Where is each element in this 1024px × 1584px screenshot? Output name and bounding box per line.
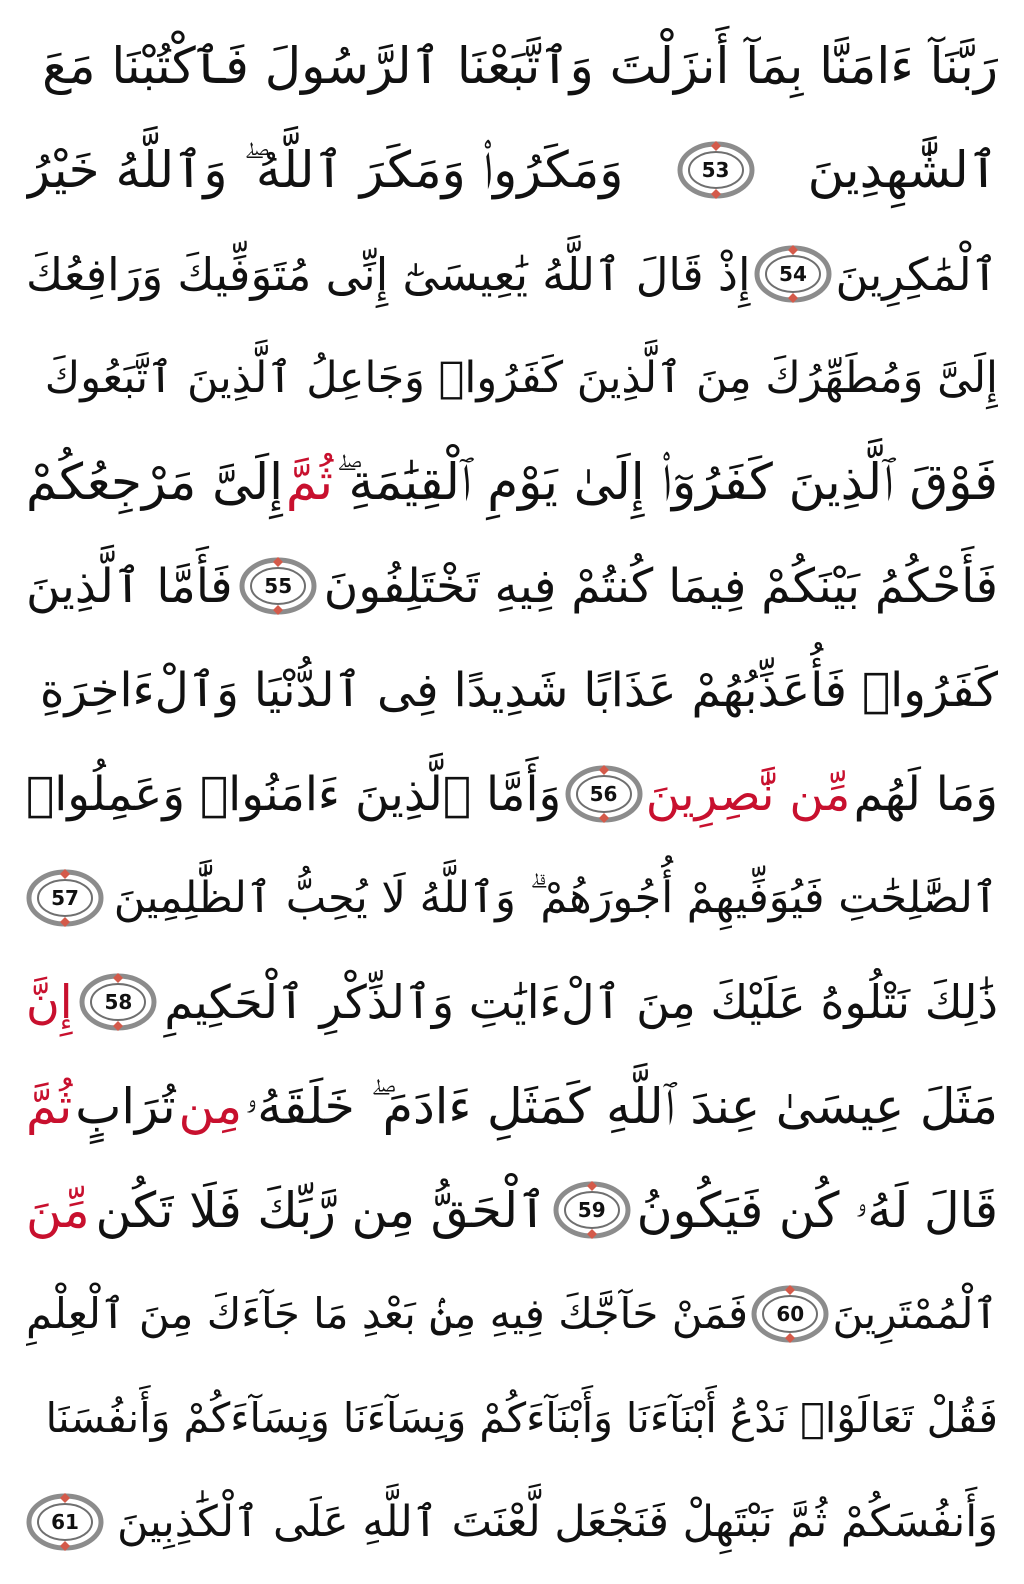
verse-line xyxy=(26,430,998,534)
verse-text: فَمَنْ حَآجَّكَ فِيهِ مِنۢ بَعْدِ مَا جَآءَكَ مِنَ ٱلْعِلْمِ xyxy=(26,1289,749,1338)
verse-lines xyxy=(26,14,998,1574)
verse-line xyxy=(26,742,998,846)
verse-text: وَمَا لَهُم xyxy=(853,766,998,822)
verse-line xyxy=(26,118,998,222)
verse-text: رَبَّنَآ ءَامَنَّا بِمَآ أَنزَلْتَ وَٱتَّبَعْنَا ٱلرَّسُولَ فَٱكْتُبْنَا مَعَ xyxy=(42,37,998,95)
verse-line xyxy=(26,1262,998,1366)
verse-text: فَقُلْ تَعَالَوْا۟ نَدْعُ أَبْنَآءَنَا وَأَبْنَآءَكُمْ وَنِسَآءَنَا وَنِسَآءَكُمْ وَأَنفُسَنَا xyxy=(45,1393,998,1442)
ayah-number: 58 xyxy=(104,990,133,1014)
ayah-number-marker xyxy=(677,140,755,200)
verse-line xyxy=(26,846,998,950)
tajweed-highlight-text: مِّنَ xyxy=(26,1181,90,1239)
verse-text: فَوْقَ ٱلَّذِينَ كَفَرُوٓا۟ إِلَىٰ يَوْمِ ٱلْقِيَٰمَةِ ۖ xyxy=(336,453,998,511)
verse-line xyxy=(26,1470,998,1574)
ayah-number-marker xyxy=(751,1284,829,1344)
ayah-number-marker xyxy=(79,972,157,1032)
ayah-number: 57 xyxy=(51,886,79,910)
verse-line xyxy=(26,222,998,326)
ayah-number: 56 xyxy=(589,782,618,806)
verse-line xyxy=(26,1366,998,1470)
verse-text: ذَٰلِكَ نَتْلُوهُ عَلَيْكَ مِنَ ٱلْءَايَٰتِ وَٱلذِّكْرِ ٱلْحَكِيمِ xyxy=(164,975,998,1029)
verse-line xyxy=(26,1158,998,1262)
verse-text: كَفَرُوا۟ فَأُعَذِّبُهُمْ عَذَابًا شَدِيدًا فِى ٱلدُّنْيَا وَٱلْءَاخِرَةِ xyxy=(39,662,998,718)
ayah-number: 53 xyxy=(701,158,730,182)
verse-text: إِذْ قَالَ ٱللَّهُ يَٰعِيسَىٰٓ إِنِّى مُتَوَفِّيكَ وَرَافِعُكَ xyxy=(26,247,751,301)
verse-text: ٱلشَّٰهِدِينَ xyxy=(807,141,998,199)
tajweed-highlight-text: إِنَّ xyxy=(26,975,73,1029)
verse-text: ٱلْحَقُّ مِن رَّبِّكَ فَلَا تَكُن xyxy=(95,1181,547,1239)
tajweed-highlight-text: ثُمَّ xyxy=(26,1077,73,1135)
verse-text: تُرَابٍ xyxy=(75,1077,176,1135)
ayah-number-marker xyxy=(239,556,317,616)
ayah-number-marker xyxy=(26,1492,104,1552)
ayah-number-marker xyxy=(754,244,832,304)
verse-line xyxy=(26,1054,998,1158)
verse-text: إِلَىَّ وَمُطَهِّرُكَ مِنَ ٱلَّذِينَ كَفَرُوا۟ وَجَاعِلُ ٱلَّذِينَ ٱتَّبَعُوكَ xyxy=(44,352,998,403)
ayah-number-marker xyxy=(565,764,643,824)
tajweed-highlight-text: مِّن نَّٰصِرِينَ xyxy=(645,766,851,822)
ayah-number: 54 xyxy=(779,262,807,286)
verse-line xyxy=(26,14,998,118)
verse-text: ٱلْمُمْتَرِينَ xyxy=(832,1289,998,1338)
ayah-number: 55 xyxy=(264,574,293,598)
verse-text: وَمَكَرُوا۟ وَمَكَرَ ٱللَّهُ ۖ وَٱللَّهُ خَيْرُ xyxy=(26,141,624,199)
verse-text: مَثَلَ عِيسَىٰ عِندَ ٱللَّهِ كَمَثَلِ ءَادَمَ ۖ خَلَقَهُۥ xyxy=(245,1077,998,1135)
ayah-number-marker xyxy=(553,1180,631,1240)
verse-line xyxy=(26,326,998,430)
tajweed-highlight-text: مِن xyxy=(178,1077,243,1135)
ayah-number: 61 xyxy=(51,1510,79,1534)
ayah-number-marker xyxy=(26,868,104,928)
verse-line xyxy=(26,638,998,742)
ayah-number: 60 xyxy=(776,1302,805,1326)
verse-text: وَأَمَّا ٱلَّذِينَ ءَامَنُوا۟ وَعَمِلُوا۟ xyxy=(26,766,562,822)
verse-text: فَأَمَّا ٱلَّذِينَ xyxy=(26,558,233,614)
verse-text: ٱلْمَٰكِرِينَ xyxy=(835,247,998,301)
verse-text: ٱلصَّٰلِحَٰتِ فَيُوَفِّيهِمْ أُجُورَهُمْ ۗ وَٱللَّهُ لَا يُحِبُّ ٱلظَّٰلِمِينَ xyxy=(113,872,998,923)
verse-text: وَأَنفُسَكُمْ ثُمَّ نَبْتَهِلْ فَنَجْعَل لَّعْنَتَ ٱللَّهِ عَلَى ٱلْكَٰذِبِينَ xyxy=(117,1496,998,1547)
verse-text: فَأَحْكُمُ بَيْنَكُمْ فِيمَا كُنتُمْ فِيهِ تَخْتَلِفُونَ xyxy=(323,558,998,614)
ayah-number: 59 xyxy=(577,1198,606,1222)
verse-text: إِلَىَّ مَرْجِعُكُمْ xyxy=(26,453,283,511)
verse-text: قَالَ لَهُۥ كُن فَيَكُونُ xyxy=(636,1181,998,1239)
verse-line xyxy=(26,534,998,638)
tajweed-highlight-text: ثُمَّ xyxy=(285,453,334,511)
verse-line xyxy=(26,950,998,1054)
